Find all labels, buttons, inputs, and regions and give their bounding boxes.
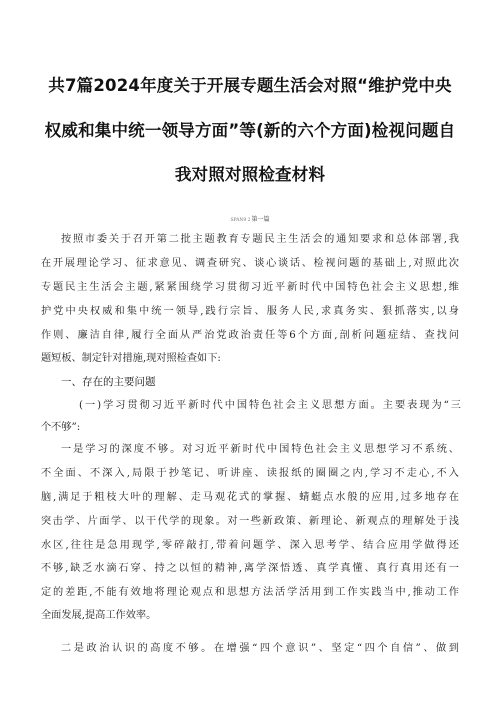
section-heading: 一、存在的主要问题 <box>61 376 156 388</box>
paragraph-line: 定的差距,不能有效地将理论观点和思想方法活学活用到工作实践当中,推动工作 <box>41 587 459 598</box>
paragraph-line: 不全面、不深入,局限于抄笔记、听讲座、读报纸的圈圈之内,学习不走心,不入 <box>41 468 459 479</box>
paragraph-line: 水区,往往是急用现学,零碎敲打,带着问题学、深入思考学、结合应用学做得还 <box>41 540 459 551</box>
subsection-line: 个不够”: <box>41 422 81 433</box>
intro-line: 题短板、制定针对措施,现对照检查如下: <box>41 353 221 364</box>
paragraph-line: 一是学习的深度不够。对习近平新时代中国特色社会主义思想学习不系统、 <box>61 444 459 455</box>
intro-line: 护党中央权威和集中统一领导,践行宗旨、服务人民,求真务实、狠抓落实,以身 <box>41 306 459 317</box>
document-title-line-3: 我对照对照检查材料 <box>174 165 326 184</box>
intro-line: 在开展理论学习、征求意见、调查研究、谈心谈话、检视问题的基础上,对照此次 <box>41 258 459 269</box>
intro-line: 按照市委关于召开第二批主题教育专题民主生活会的通知要求和总体部署,我 <box>61 234 459 245</box>
part-label <box>0 216 500 225</box>
paragraph-line: 二是政治认识的高度不够。在增强“四个意识”、坚定“四个自信”、做到 <box>61 643 459 654</box>
paragraph-line: 不够,缺乏水滴石穿、持之以恒的精神,离学深悟透、真学真懂、真行真用还有一 <box>41 563 459 574</box>
intro-line: 专题民主生活会主题,紧紧围绕学习贯彻习近平新时代中国特色社会主义思想,维 <box>41 282 459 293</box>
document-title-line-1: 共7篇2024年度关于开展专题生活会对照“维护党中央 <box>48 76 452 95</box>
part-label-text: 第一篇 <box>251 216 270 223</box>
intro-line: 作则、廉洁自律,履行全面从严治党政治责任等6个方面,剖析问题症结、查找问 <box>41 330 459 341</box>
document-title-line-2: 权威和集中统一领导方面”等(新的六个方面)检视问题自 <box>44 121 456 140</box>
paragraph-line: 全面发展,提高工作效率。 <box>41 610 157 621</box>
part-label-small: SPAN9 2 <box>230 218 251 223</box>
paragraph-line: 脑,满足于粗枝大叶的理解、走马观花式的掌握、蜻蜓点水般的应用,过多地存在 <box>41 492 459 503</box>
paragraph-line: 突击学、片面学、以干代学的现象。对一些新政策、新理论、新观点的理解处于浅 <box>41 516 459 527</box>
subsection-line: (一)学习贯彻习近平新时代中国特色社会主义思想方面。主要表现为“三 <box>79 400 461 411</box>
